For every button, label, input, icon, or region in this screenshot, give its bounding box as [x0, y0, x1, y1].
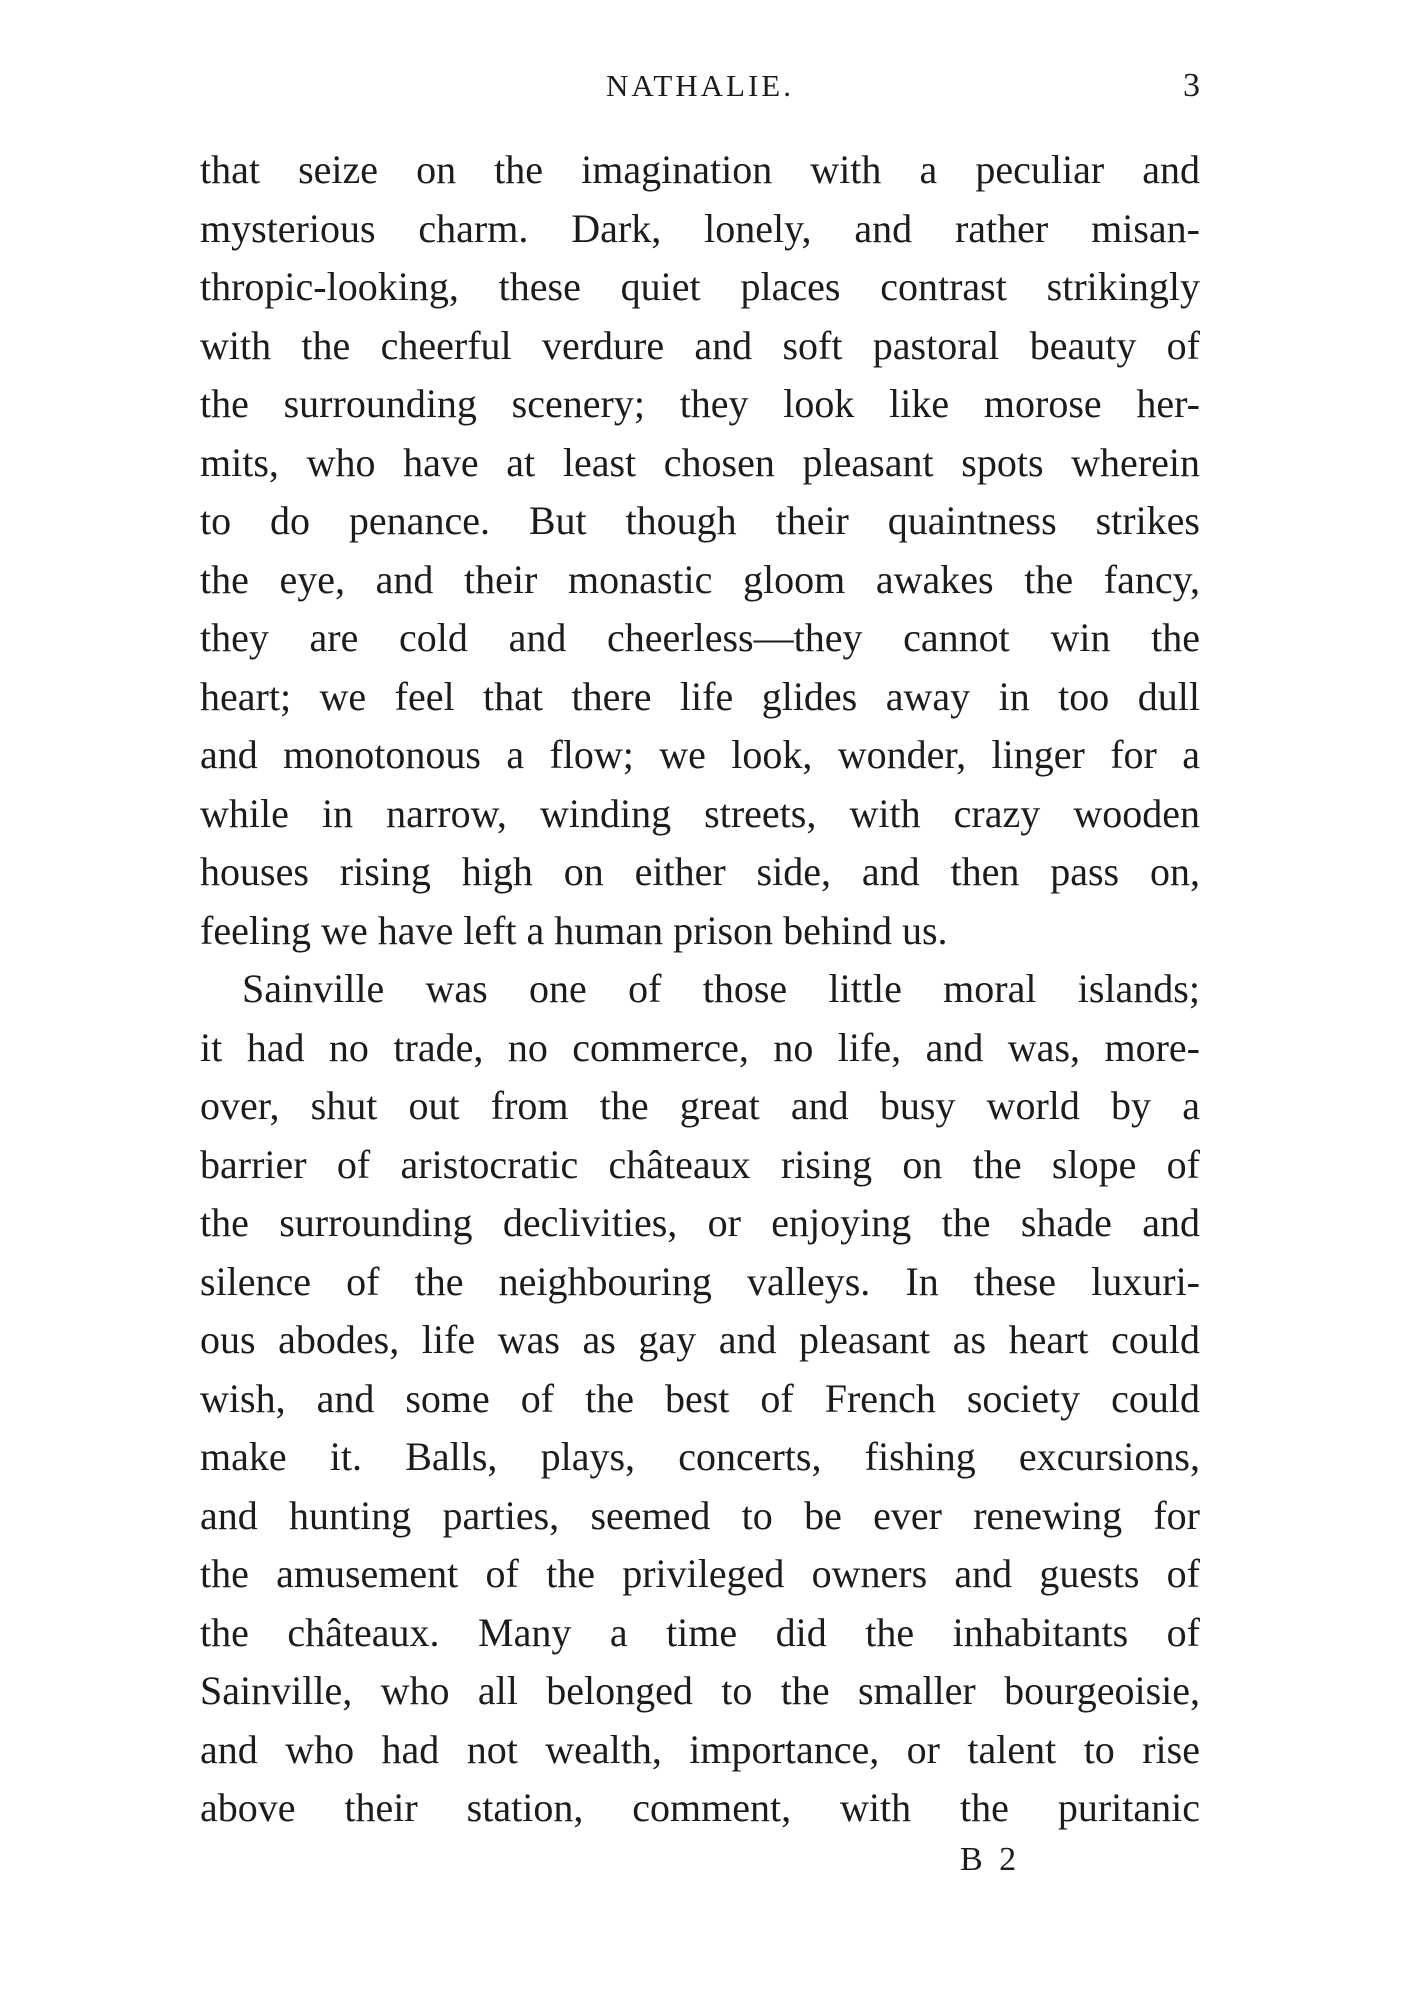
text-line: with the cheerful verdure and soft pastoral beauty of	[200, 322, 1200, 368]
text-line: the eye, and their monastic gloom awakes the fancy,	[200, 556, 1200, 602]
text-line: silence of the neighbouring valleys. In these luxuri-	[200, 1258, 1200, 1304]
text-line: above their station, comment, with the puritanic	[200, 1785, 1200, 1830]
running-title: NATHALIE.	[606, 68, 794, 103]
text-line: barrier of aristocratic châteaux rising on the slope of	[200, 1141, 1200, 1187]
text-line: the châteaux. Many a time did the inhabitants of	[200, 1609, 1200, 1655]
text-line: Sainville, who all belonged to the smaller bourgeoisie,	[200, 1668, 1200, 1713]
text-line: and hunting parties, seemed to be ever renewing for	[200, 1492, 1200, 1538]
text-line: houses rising high on either side, and then pass on,	[200, 849, 1200, 894]
text-line: it had no trade, no commerce, no life, and was, more-	[200, 1024, 1200, 1070]
text-line: mysterious charm. Dark, lonely, and rather misan-	[200, 205, 1200, 251]
running-head	[200, 64, 1200, 108]
body-text	[200, 141, 1200, 1838]
text-line: while in narrow, winding streets, with crazy wooden	[200, 790, 1200, 836]
signature-mark: B 2	[960, 1841, 1021, 1878]
paragraph-end-line: feeling we have left a human prison behind us.	[200, 907, 948, 953]
text-line: make it. Balls, plays, concerts, fishing excursions,	[200, 1434, 1200, 1479]
paragraph-start-line: Sainville was one of those little moral islands;	[242, 966, 1200, 1011]
text-line: the surrounding scenery; they look like morose her-	[200, 381, 1200, 426]
text-line: and monotonous a flow; we look, wonder, linger for a	[200, 732, 1200, 777]
text-line: thropic-looking, these quiet places contrast strikingly	[200, 264, 1200, 309]
text-line: heart; we feel that there life glides away in too dull	[200, 673, 1200, 719]
text-line: the amusement of the privileged owners and guests of	[200, 1551, 1200, 1596]
text-line: wish, and some of the best of French society could	[200, 1375, 1200, 1421]
text-line: over, shut out from the great and busy world by a	[200, 1083, 1200, 1128]
text-line: mits, who have at least chosen pleasant spots wherein	[200, 439, 1200, 485]
text-line: the surrounding declivities, or enjoying the shade and	[200, 1200, 1200, 1245]
text-line: ous abodes, life was as gay and pleasant as heart could	[200, 1317, 1200, 1362]
text-line: to do penance. But though their quaintness strikes	[200, 498, 1200, 543]
page-number: 3	[1183, 67, 1200, 104]
text-line: that seize on the imagination with a peculiar and	[200, 147, 1200, 192]
text-line: and who had not wealth, importance, or talent to rise	[200, 1726, 1200, 1772]
text-line: they are cold and cheerless—they cannot win the	[200, 615, 1200, 660]
